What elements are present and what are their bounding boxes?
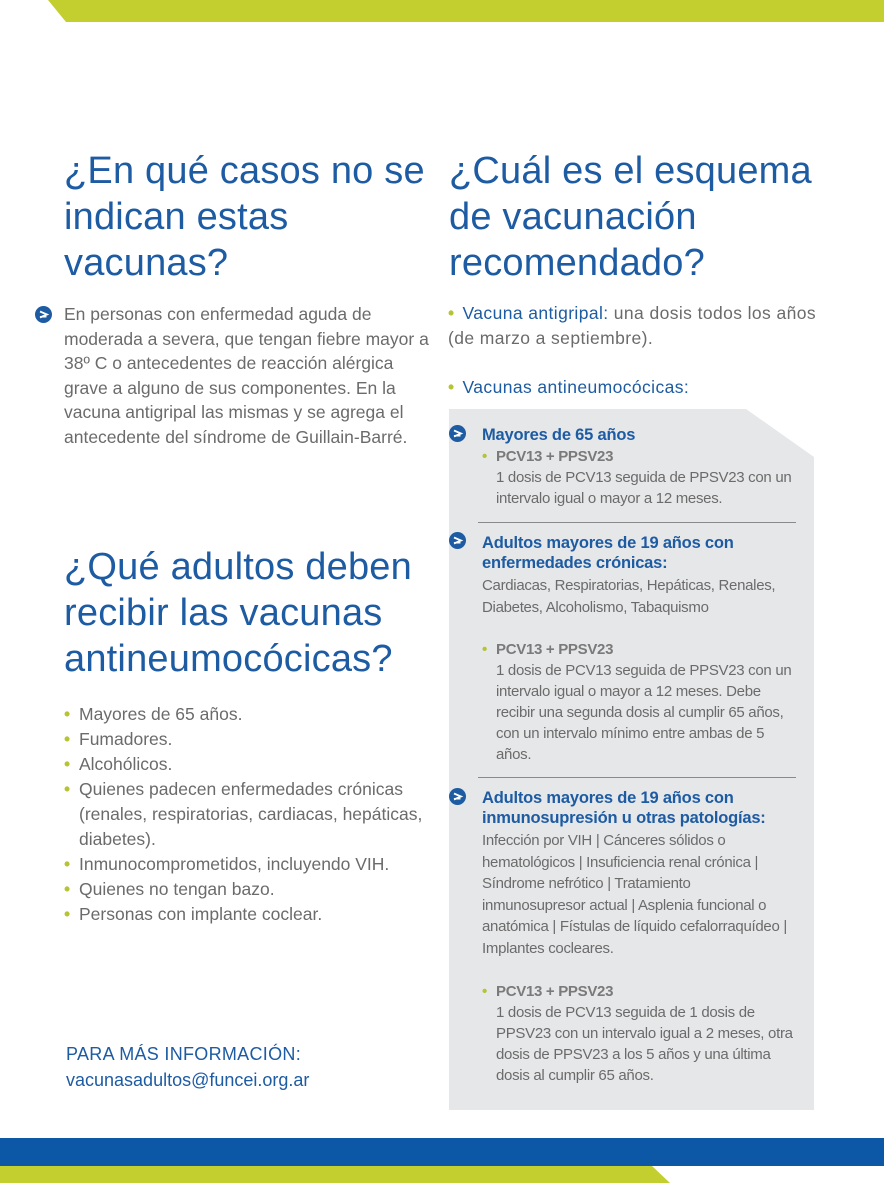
bullet-dot-icon: • xyxy=(64,779,71,799)
arrow-bullet-icon xyxy=(449,788,466,805)
section-divider xyxy=(478,522,796,523)
list-item: • Mayores de 65 años. xyxy=(64,702,424,727)
bullet-dot-icon: • xyxy=(448,377,455,397)
scheme-item-chronic: • PCV13 + PPSV23 1 dosis de PCV13 seguida de PPSV23 con un intervalo igual o mayor a 12 meses. Debe recibir una segunda dosis al cumplir 65 años, con un intervalo mínimo entre ambas de 5 años. xyxy=(482,641,792,763)
bullet-dot-icon: • xyxy=(448,303,455,323)
bullet-dot-icon: • xyxy=(64,854,71,874)
arrow-bullet-icon xyxy=(35,306,52,323)
heading-contraindications: ¿En qué casos no se indican estas vacunas? xyxy=(64,150,425,284)
arrow-bullet-icon xyxy=(449,532,466,549)
bullet-dot-icon: • xyxy=(482,448,487,465)
bottom-decorative-band xyxy=(0,1138,884,1183)
list-item: • Inmunocomprometidos, incluyendo VIH. xyxy=(64,852,424,877)
contact-email-link[interactable]: vacunasadultos@funcei.org.ar xyxy=(66,1070,310,1090)
section-title-over-65: Mayores de 65 años xyxy=(482,426,636,444)
contact-block xyxy=(66,1041,426,1093)
list-item: • Fumadores. xyxy=(64,727,424,752)
immunosuppression-conditions-text: Infección por VIH | Cánceres sólidos o hematológicos | Insuficiencia renal crónica | Síndrome nefrótico | Tratamiento inmunosupresor actual | Asplenia funcional o anatómica | Fístulas de líquido cefalorraquídeo | Implantes cocleares. xyxy=(482,832,787,957)
list-item: • Personas con implante coclear. xyxy=(64,902,424,927)
section-divider xyxy=(478,777,796,778)
bullet-dot-icon: • xyxy=(482,983,487,1000)
adults-list xyxy=(64,702,424,927)
list-item: • Quienes padecen enfermedades crónicas (renales, respiratorias, cardiacas, hepáticas, diabetes). xyxy=(64,779,423,849)
section-title-chronic: Adultos mayores de 19 años con enfermedades crónicas: xyxy=(482,534,734,572)
bullet-dot-icon: • xyxy=(64,704,71,724)
list-item: • Alcohólicos. xyxy=(64,752,424,777)
contraindications-text: En personas con enfermedad aguda de moderada a severa, que tengan fiebre mayor a 38º C o antecedentes de reacción alérgica grave a alguno de sus componentes. En la vacuna antigripal las mismas y se agrega el antecedente del síndrome de Guillain-Barré. xyxy=(64,304,429,447)
heading-vaccination-scheme: ¿Cuál es el esquema de vacunación recomendado? xyxy=(449,150,812,284)
chronic-conditions-text: Cardiacas, Respiratorias, Hepáticas, Renales, Diabetes, Alcoholismo, Tabaquismo xyxy=(482,577,776,616)
contact-title: PARA MÁS INFORMACIÓN: xyxy=(66,1044,301,1064)
bullet-dot-icon: • xyxy=(64,904,71,924)
top-decorative-band xyxy=(0,0,884,22)
bullet-dot-icon: • xyxy=(64,729,71,749)
arrow-bullet-icon xyxy=(449,425,466,442)
flu-vaccine-item: • Vacuna antigripal: una dosis todos los años (de marzo a septiembre). xyxy=(448,303,817,348)
scheme-item-immunosuppression: • PCV13 + PPSV23 1 dosis de PCV13 seguida de 1 dosis de PPSV23 con un intervalo igual a 2 meses, otra dosis de PPSV23 a los 5 años y una última dosis al cumplir 65 años. xyxy=(482,983,793,1084)
bullet-dot-icon: • xyxy=(64,879,71,899)
list-item: • Quienes no tengan bazo. xyxy=(64,877,424,902)
scheme-item-over-65: • PCV13 + PPSV23 1 dosis de PCV13 seguida de PPSV23 con un intervalo igual o mayor a 12 meses. xyxy=(482,448,792,507)
section-title-immunosuppression: Adultos mayores de 19 años con inmunosupresión u otras patologías: xyxy=(482,789,766,827)
bullet-dot-icon: • xyxy=(482,641,487,658)
heading-who-should-receive: ¿Qué adultos deben recibir las vacunas antineumocócicas? xyxy=(64,546,412,680)
pneumo-vaccine-item: • Vacunas antineumocócicas: xyxy=(448,377,690,397)
bullet-dot-icon: • xyxy=(64,754,71,774)
